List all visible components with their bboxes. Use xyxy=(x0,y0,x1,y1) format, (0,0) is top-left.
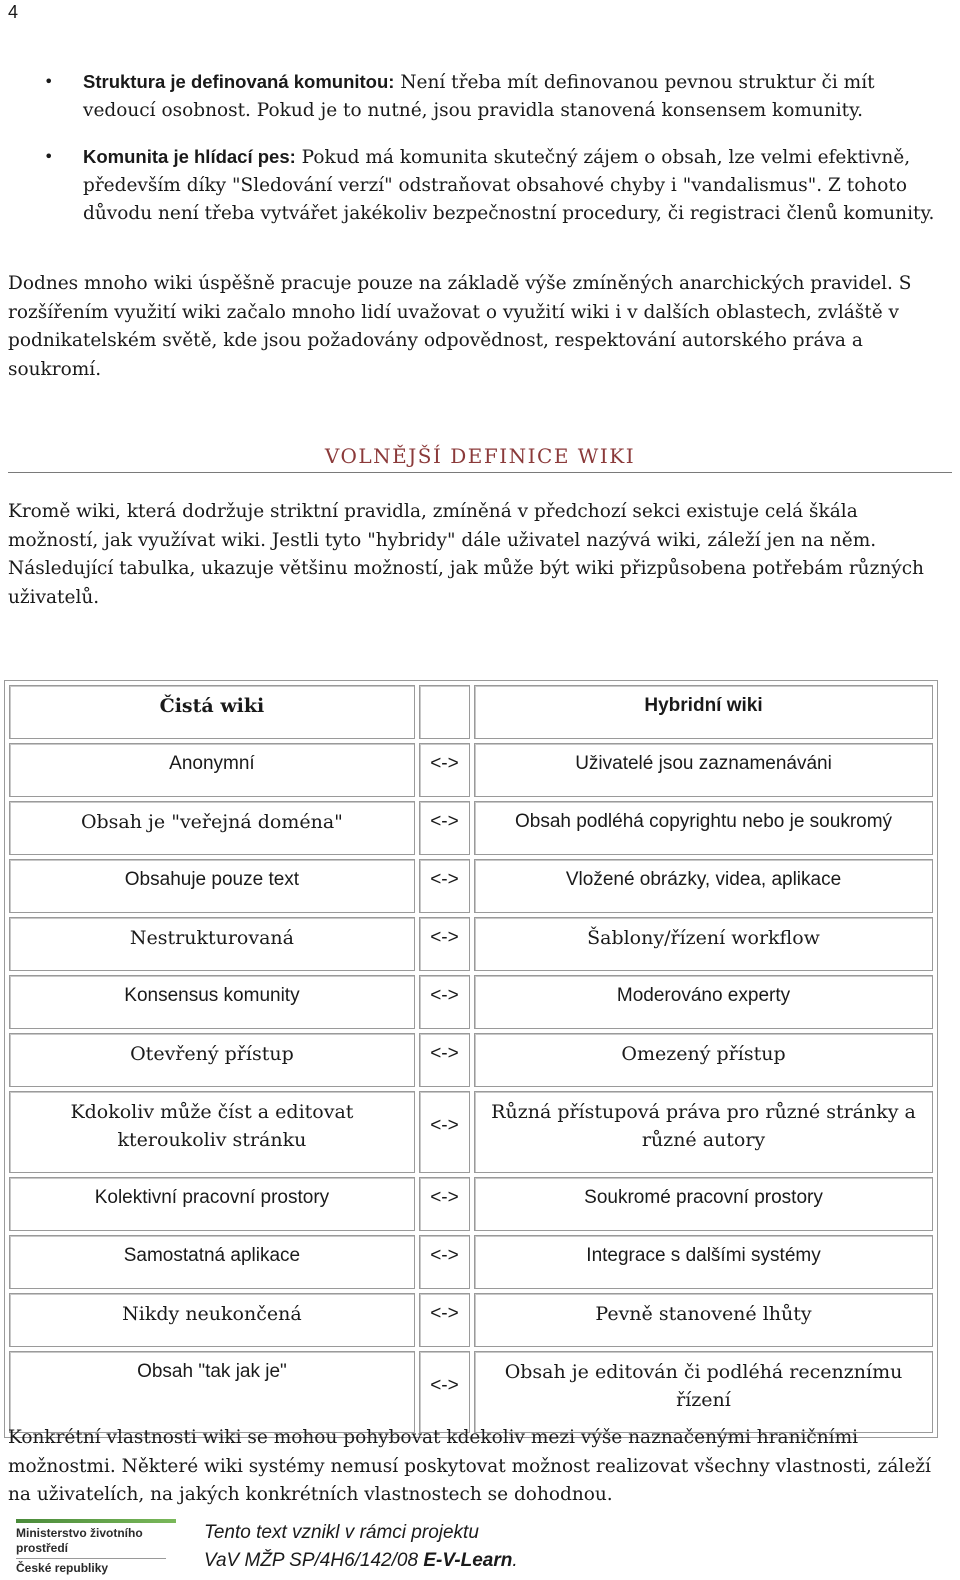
footer-project-code: VaV MŽP SP/4H6/142/08 xyxy=(204,1550,424,1571)
row-right-cell: Uživatelé jsou zaznamenáváni xyxy=(474,743,933,797)
table-row xyxy=(9,917,933,971)
logo-line-1: Ministerstvo životního prostředí xyxy=(16,1526,143,1555)
row-right-cell: Šablony/řízení workflow xyxy=(474,917,933,971)
paragraph-intro: Dodnes mnoho wiki úspěšně pracuje pouze na základě výše zmíněných anarchických pravidel. S rozšířením využití wiki začalo mnoho lidí uvažovat o využití wiki i v dalších oblastech, zvláště v podnikatelském světě, kde jsou požadovány odpovědnost, respektování autorského práva a soukromí. xyxy=(8,273,912,380)
bullet-lead: Struktura je definovaná komunitou: xyxy=(83,71,395,92)
row-arrow-cell: <-> xyxy=(419,1177,470,1231)
row-arrow-cell: <-> xyxy=(419,917,470,971)
header-hybrid-wiki: Hybridní wiki xyxy=(474,685,933,739)
row-right-cell: Moderováno experty xyxy=(474,975,933,1029)
comparison-table-container xyxy=(4,680,938,1438)
row-left-cell: Otevřený přístup xyxy=(9,1033,415,1087)
bullet-text: Pokud má komunita skutečný zájem o obsah, lze velmi efektivně, především díky "Sledování verzí" odstraňovat obsahové chyby i "vandalismus". Z tohoto důvodu není třeba vytvářet jakékoliv bezpečnostní procedury, či registraci členů komunity. xyxy=(83,147,935,224)
row-arrow-cell: <-> xyxy=(419,1293,470,1347)
paragraph-conclusion: Konkrétní vlastnosti wiki se mohou pohybovat kdekoliv mezi výše naznačenými hraničními možnostmi. Některé wiki systémy nemusí poskytovat možnost realizovat všechny vlastnosti, záleží na uživatelích, na jakých konkrétních vlastnostech se dohodnou. xyxy=(8,1427,931,1505)
row-arrow-cell: <-> xyxy=(419,1033,470,1087)
table-row xyxy=(9,1091,933,1173)
page-number: 4 xyxy=(8,2,19,22)
row-left-cell: Konsensus komunity xyxy=(9,975,415,1029)
comparison-table xyxy=(4,680,938,1438)
table-row xyxy=(9,1177,933,1231)
footer-period: . xyxy=(512,1550,518,1571)
bullet-text: Není třeba mít definovanou pevnou struktur či mít vedoucí osobnost. Pokud je to nutné, jsou pravidla stanovená konsensem komunity. xyxy=(83,72,875,121)
logo-stripe xyxy=(16,1519,176,1523)
row-right-cell: Integrace s dalšími systémy xyxy=(474,1235,933,1289)
table-header-row xyxy=(9,685,933,739)
footer-project-name: E-V-Learn xyxy=(423,1550,513,1571)
paragraph-table-intro: Kromě wiki, která dodržuje striktní pravidla, zmíněná v předchozí sekci existuje celá škála možností, jak využívat wiki. Jestli tyto "hybridy" dále uživatel nazývá wiki, záleží jen na něm. Následující tabulka, ukazuje většinu možností, jak může být wiki přizpůsobena potřebám různých uživatelů. xyxy=(8,501,924,608)
row-left-cell: Anonymní xyxy=(9,743,415,797)
row-arrow-cell: <-> xyxy=(419,801,470,855)
section-heading: VOLNĚJŠÍ DEFINICE WIKI xyxy=(8,444,952,473)
row-arrow-cell: <-> xyxy=(419,859,470,913)
footer xyxy=(0,1515,960,1580)
row-right-cell: Obsah podléhá copyrightu nebo je soukromý xyxy=(474,801,933,855)
table-row xyxy=(9,975,933,1029)
row-arrow-cell: <-> xyxy=(419,1351,470,1433)
row-arrow-cell: <-> xyxy=(419,1091,470,1173)
bullet-item xyxy=(40,68,950,125)
table-row xyxy=(9,1235,933,1289)
table-row xyxy=(9,859,933,913)
footer-line-2 xyxy=(204,1547,518,1575)
bullet-lead: Komunita je hlídací pes: xyxy=(83,146,296,167)
row-right-cell: Soukromé pracovní prostory xyxy=(474,1177,933,1231)
header-spacer xyxy=(419,685,470,739)
table-row xyxy=(9,1293,933,1347)
row-right-cell: Obsah je editován či podléhá recenznímu řízení xyxy=(474,1351,933,1433)
bullet-dot-icon: • xyxy=(44,147,54,166)
row-left-cell: Kolektivní pracovní prostory xyxy=(9,1177,415,1231)
table-row xyxy=(9,743,933,797)
footer-project-note xyxy=(204,1519,518,1575)
header-pure-wiki: Čistá wiki xyxy=(9,685,415,739)
bullet-item xyxy=(40,143,950,228)
row-left-cell: Samostatná aplikace xyxy=(9,1235,415,1289)
table-row xyxy=(9,1033,933,1087)
row-left-cell: Kdokoliv může číst a editovat kteroukoliv stránku xyxy=(9,1091,415,1173)
row-left-cell: Obsah "tak jak je" xyxy=(9,1351,415,1433)
ministry-logo xyxy=(16,1519,186,1577)
bullet-dot-icon: • xyxy=(44,72,54,91)
row-arrow-cell: <-> xyxy=(419,975,470,1029)
row-left-cell: Obsahuje pouze text xyxy=(9,859,415,913)
row-right-cell: Omezený přístup xyxy=(474,1033,933,1087)
table-row xyxy=(9,801,933,855)
table-row xyxy=(9,1351,933,1433)
footer-line-1: Tento text vznikl v rámci projektu xyxy=(204,1522,479,1543)
row-left-cell: Nestrukturovaná xyxy=(9,917,415,971)
row-right-cell: Pevně stanovené lhůty xyxy=(474,1293,933,1347)
row-right-cell: Vložené obrázky, videa, aplikace xyxy=(474,859,933,913)
row-arrow-cell: <-> xyxy=(419,1235,470,1289)
row-arrow-cell: <-> xyxy=(419,743,470,797)
bullet-list xyxy=(40,68,950,246)
row-left-cell: Obsah je "veřejná doména" xyxy=(9,801,415,855)
row-left-cell: Nikdy neukončená xyxy=(9,1293,415,1347)
row-right-cell: Různá přístupová práva pro různé stránky a různé autory xyxy=(474,1091,933,1173)
logo-line-2: České republiky xyxy=(16,1561,109,1575)
logo-divider xyxy=(16,1558,166,1559)
